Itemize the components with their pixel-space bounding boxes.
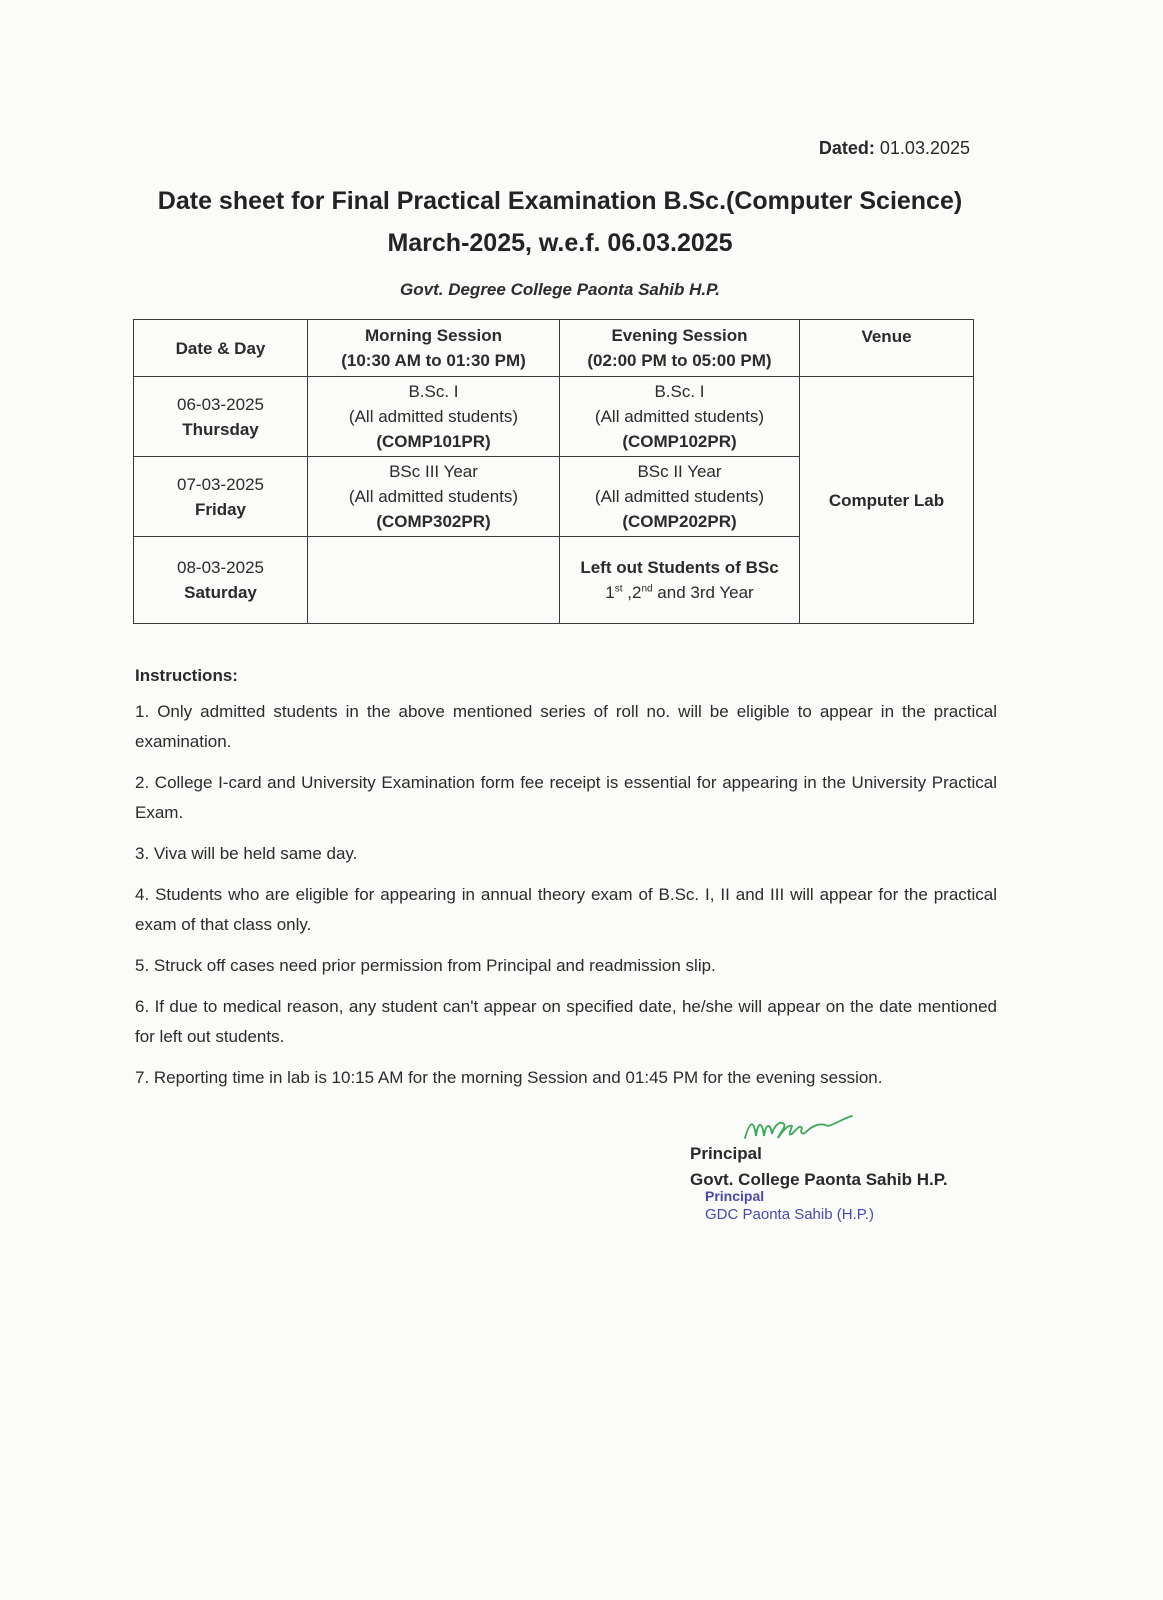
morning-session-time: (10:30 AM to 01:30 PM) — [341, 351, 526, 370]
evening-session-label: Evening Session — [611, 326, 748, 345]
evening-cell — [560, 537, 800, 624]
signatory-title: Principal — [690, 1144, 762, 1163]
evening-cell — [560, 377, 800, 457]
morning-session-label: Morning Session — [365, 326, 502, 345]
students-note: (All admitted students) — [594, 407, 765, 426]
day-value: Friday — [194, 499, 247, 519]
students-note: (All admitted students) — [348, 487, 519, 506]
instruction-item: 1. Only admitted students in the above mentioned series of roll no. will be eligible to appear in the practical examination. — [135, 702, 997, 751]
date-value: 08-03-2025 — [177, 558, 264, 577]
instruction-item: 3. Viva will be held same day. — [135, 844, 358, 863]
class-name: B.Sc. I — [654, 382, 705, 401]
course-code: (COMP101PR) — [376, 432, 491, 451]
students-note: (All admitted students) — [348, 407, 519, 426]
day-value: Thursday — [182, 419, 259, 439]
instruction-item: 2. College I-card and University Examination form fee receipt is essential for appearing in the University Practical Exam. — [135, 773, 997, 822]
day-value: Saturday — [184, 583, 257, 602]
venue-cell — [800, 377, 974, 624]
instruction-item: 6. If due to medical reason, any student can't appear on specified date, he/she will appear on the date mentioned for left out students. — [135, 997, 997, 1046]
left-out-years: 1st ,2nd and 3rd Year — [605, 583, 754, 602]
date-cell — [134, 457, 308, 537]
date-sheet-table — [133, 319, 974, 624]
class-name: BSc II Year — [637, 462, 722, 481]
date-value: 06-03-2025 — [177, 394, 264, 414]
students-note: (All admitted students) — [594, 487, 765, 506]
morning-cell — [308, 457, 560, 537]
venue-value: Computer Lab — [828, 490, 945, 510]
instructions-heading: Instructions: — [135, 666, 238, 685]
date-cell — [134, 377, 308, 457]
header-evening-session — [560, 320, 800, 377]
date-cell — [134, 537, 308, 624]
morning-cell — [308, 377, 560, 457]
header-venue: Venue — [800, 320, 974, 377]
signature-block — [690, 1110, 1010, 1230]
college-name: Govt. Degree College Paonta Sahib H.P. — [400, 280, 720, 299]
title-line-1: Date sheet for Final Practical Examination B.Sc.(Computer Science) — [157, 187, 963, 215]
header-date-day: Date & Day — [134, 320, 308, 377]
course-code: (COMP102PR) — [622, 432, 737, 451]
stamp-line-2: GDC Paonta Sahib (H.P.) — [705, 1206, 874, 1223]
date-value: 07-03-2025 — [177, 474, 264, 494]
stamp-line-1: Principal — [705, 1188, 765, 1204]
dated-line — [819, 138, 970, 159]
evening-cell — [560, 457, 800, 537]
class-name: B.Sc. I — [408, 382, 459, 401]
course-code: (COMP202PR) — [622, 512, 737, 531]
instruction-item: 5. Struck off cases need prior permission from Principal and readmission slip. — [135, 956, 716, 975]
morning-cell-empty — [308, 537, 560, 624]
table-header-row — [134, 320, 974, 377]
left-out-label: Left out Students of BSc — [580, 558, 779, 577]
class-name: BSc III Year — [389, 462, 478, 481]
page-title — [100, 180, 1020, 264]
instruction-item: 7. Reporting time in lab is 10:15 AM for the morning Session and 01:45 PM for the evening session. — [135, 1068, 883, 1087]
evening-session-time: (02:00 PM to 05:00 PM) — [587, 351, 772, 370]
instruction-item: 4. Students who are eligible for appearing in annual theory exam of B.Sc. I, II and III will appear for the practical exam of that class only. — [135, 885, 997, 934]
title-line-2: March-2025, w.e.f. 06.03.2025 — [387, 229, 733, 257]
dated-label: Dated: — [818, 138, 875, 158]
instructions-list — [135, 697, 997, 1104]
table-row — [134, 377, 974, 457]
dated-value: 01.03.2025 — [879, 138, 970, 158]
signatory-college: Govt. College Paonta Sahib H.P. — [690, 1170, 948, 1189]
course-code: (COMP302PR) — [376, 512, 491, 531]
header-morning-session — [308, 320, 560, 377]
